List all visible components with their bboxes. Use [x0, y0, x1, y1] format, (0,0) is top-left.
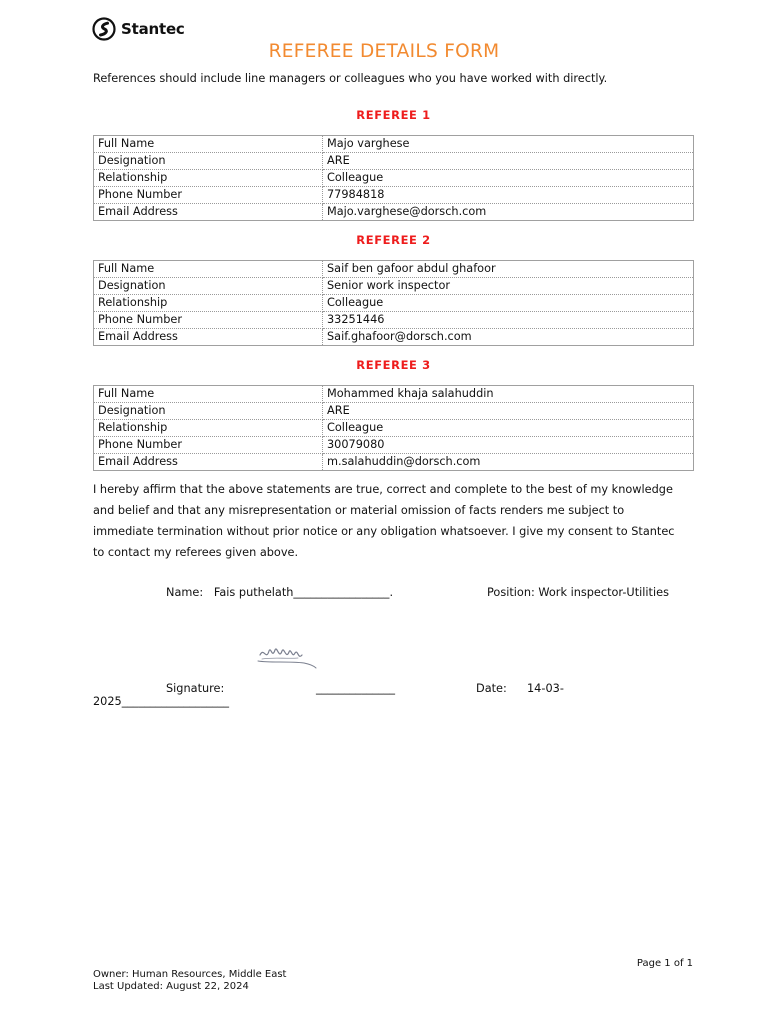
field-label: Full Name [94, 261, 323, 278]
field-value: Majo.varghese@dorsch.com [323, 204, 694, 221]
field-value: 77984818 [323, 187, 694, 204]
applicant-name-line: Name: Fais puthelath_________________. [166, 586, 394, 599]
table-row [94, 187, 694, 204]
date-value-end: 2025___________________ [93, 695, 230, 708]
referee-1-table [93, 135, 694, 221]
brand-logo [92, 16, 185, 42]
field-value: Saif.ghafoor@dorsch.com [323, 329, 694, 346]
stantec-logo-icon [92, 17, 116, 41]
table-row [94, 329, 694, 346]
field-label: Relationship [94, 420, 323, 437]
date-value-start: 14-03- [527, 682, 564, 695]
field-label: Email Address [94, 454, 323, 471]
form-title: REFEREE DETAILS FORM [268, 41, 500, 62]
table-row [94, 420, 694, 437]
field-label: Designation [94, 403, 323, 420]
declaration-line: immediate termination without prior notice or any obligation whatsoever. I give my consent to Stantec [93, 525, 675, 538]
field-value: Colleague [323, 170, 694, 187]
table-row [94, 204, 694, 221]
table-row [94, 261, 694, 278]
date-label: Date: [476, 682, 507, 695]
table-row [94, 403, 694, 420]
table-row [94, 312, 694, 329]
field-value: Colleague [323, 420, 694, 437]
field-label: Phone Number [94, 437, 323, 454]
page-number: Page 1 of 1 [636, 958, 693, 969]
field-label: Designation [94, 278, 323, 295]
table-row [94, 295, 694, 312]
table-row [94, 278, 694, 295]
declaration-line: I hereby affirm that the above statements are true, correct and complete to the best of my knowledge [93, 483, 673, 496]
field-value: ARE [323, 153, 694, 170]
field-label: Relationship [94, 170, 323, 187]
applicant-position-line: Position: Work inspector-Utilities [487, 586, 669, 599]
table-row [94, 170, 694, 187]
handwritten-signature [252, 643, 318, 671]
referee-3-heading: REFEREE 3 [356, 358, 431, 372]
signature-label: Signature: [166, 682, 225, 695]
table-row [94, 454, 694, 471]
field-value: Mohammed khaja salahuddin [323, 386, 694, 403]
table-row [94, 437, 694, 454]
declaration-text [93, 479, 703, 563]
table-row [94, 153, 694, 170]
field-label: Phone Number [94, 187, 323, 204]
field-label: Email Address [94, 204, 323, 221]
field-label: Full Name [94, 386, 323, 403]
field-value: m.salahuddin@dorsch.com [323, 454, 694, 471]
field-label: Email Address [94, 329, 323, 346]
footer-last-updated: Last Updated: August 22, 2024 [93, 981, 249, 992]
footer-owner: Owner: Human Resources, Middle East [93, 969, 287, 980]
field-value: Colleague [323, 295, 694, 312]
field-label: Relationship [94, 295, 323, 312]
declaration-line: to contact my referees given above. [93, 546, 299, 559]
field-value: 30079080 [323, 437, 694, 454]
table-row [94, 386, 694, 403]
table-row [94, 136, 694, 153]
referee-3-table [93, 385, 694, 471]
field-label: Full Name [94, 136, 323, 153]
field-value: 33251446 [323, 312, 694, 329]
brand-name: Stantec [121, 20, 185, 38]
field-label: Phone Number [94, 312, 323, 329]
field-value: Saif ben gafoor abdul ghafoor [323, 261, 694, 278]
field-label: Designation [94, 153, 323, 170]
referee-2-table [93, 260, 694, 346]
field-value: ARE [323, 403, 694, 420]
intro-text: References should include line managers or colleagues who you have worked with directly. [93, 72, 608, 85]
field-value: Majo varghese [323, 136, 694, 153]
declaration-line: and belief and that any misrepresentation or material omission of facts renders me subject to [93, 504, 625, 517]
referee-1-heading: REFEREE 1 [356, 108, 431, 122]
referee-2-heading: REFEREE 2 [356, 233, 431, 247]
signature-blank-line: ______________ [316, 682, 396, 695]
field-value: Senior work inspector [323, 278, 694, 295]
